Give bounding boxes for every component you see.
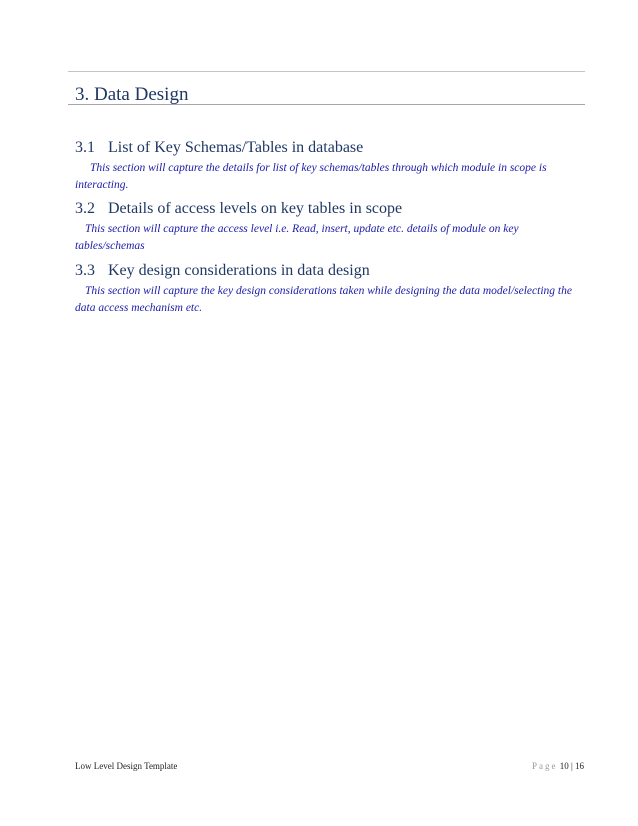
footer-page-number: 10 | 16 [559,761,584,771]
section-heading [75,200,575,218]
section-number: 3.3 [75,262,95,279]
chapter-heading: 3. Data Design [75,84,189,105]
section-description: This section will capture the key design considerations taken while designing the data model/selecting the data access mechanism etc. [75,285,572,314]
page-footer [75,761,584,771]
section-3-1 [75,139,575,194]
footer-document-title: Low Level Design Template [75,761,178,771]
section-title: Key design considerations in data design [108,262,370,279]
header-rule [68,71,585,72]
section-number: 3.2 [75,200,95,217]
section-title: Details of access levels on key tables in scope [108,200,403,217]
section-3-2 [75,200,575,255]
section-heading [75,139,575,157]
chapter-rule [68,104,585,105]
section-heading [75,262,575,280]
footer-page-indicator [532,761,584,771]
footer-page-word: Page [531,761,558,771]
section-number: 3.1 [75,139,95,156]
section-description: This section will capture the access level i.e. Read, insert, update etc. details of module on key tables/schemas [75,223,519,252]
section-3-3 [75,262,575,317]
section-title: List of Key Schemas/Tables in database [108,139,364,156]
section-description: This section will capture the details for list of key schemas/tables through which module in scope is interacting. [75,162,547,191]
